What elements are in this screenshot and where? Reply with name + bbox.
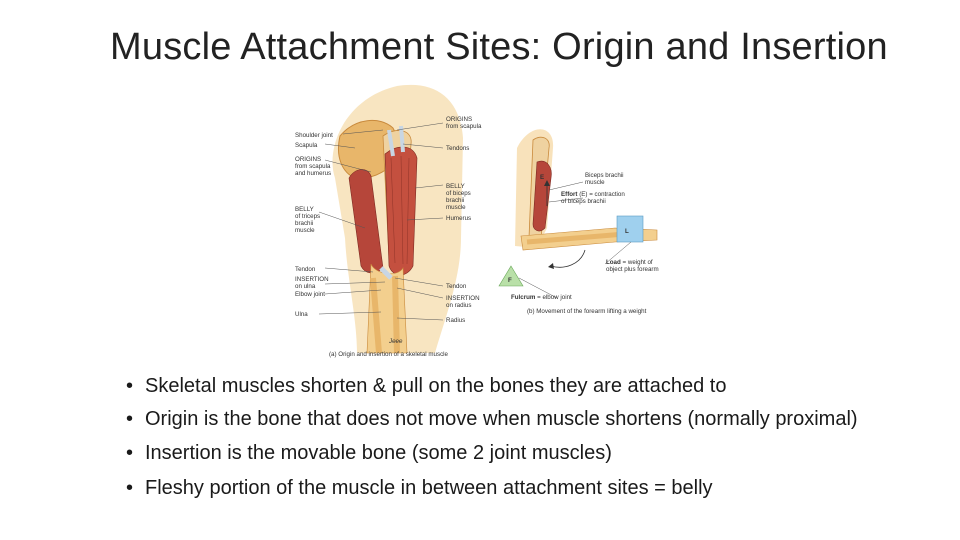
label-fulcrum-bold: Fulcrum: [511, 294, 536, 301]
bullet-item: [126, 476, 926, 500]
slide-title: Muscle Attachment Sites: Origin and Insertion: [110, 26, 888, 68]
label-scapula: Scapula: [295, 142, 318, 149]
label-insertion-ulna-1: INSERTION: [295, 276, 329, 283]
label-origins-right-1: ORIGINS: [446, 116, 473, 123]
label-load-bold: Load: [606, 259, 621, 266]
label-fulcrum-text: = elbow joint: [537, 294, 572, 301]
label-load: [606, 259, 653, 266]
label-shoulder-joint: Shoulder joint: [295, 132, 333, 139]
label-effort-text: (E) = contraction: [579, 191, 625, 198]
bullet-item: [126, 374, 926, 398]
label-insertion-radius-2: on radius: [446, 302, 472, 309]
label-load-2: object plus forearm: [606, 266, 659, 273]
caption-a: (a) Origin and insertion of a skeletal muscle: [329, 351, 448, 358]
label-biceps-brachii-1: Biceps brachii: [585, 172, 624, 179]
label-effort: [561, 191, 625, 198]
bullet-text: Fleshy portion of the muscle in between attachment sites = belly: [145, 477, 713, 499]
bullet-item: [126, 441, 926, 465]
bullet-text: Insertion is the movable bone (some 2 joint muscles): [145, 442, 612, 464]
label-insertion-radius-1: INSERTION: [446, 295, 480, 302]
label-effort-2: of biceps brachii: [561, 198, 606, 205]
label-belly-triceps-4: muscle: [295, 227, 315, 234]
label-insertion-ulna-2: on ulna: [295, 283, 316, 290]
label-belly-biceps-3: brachii: [446, 197, 465, 204]
arm-illustration: [285, 78, 675, 368]
label-belly-triceps-2: of triceps: [295, 213, 321, 220]
label-belly-triceps-1: BELLY: [295, 206, 314, 213]
bullet-glyph: •: [126, 408, 134, 430]
label-tendon-left: Tendon: [295, 266, 316, 273]
marker-load: L: [625, 228, 629, 235]
bullet-text: Origin is the bone that does not move when muscle shortens (normally proximal): [145, 408, 858, 430]
arm-anatomy-figure: [285, 78, 675, 368]
label-belly-biceps-4: muscle: [446, 204, 466, 211]
label-humerus: Humerus: [446, 215, 472, 222]
bullet-text: Skeletal muscles shorten & pull on the bones they are attached to: [145, 375, 727, 397]
marker-fulcrum: F: [508, 277, 512, 284]
label-radius: Radius: [446, 317, 466, 324]
label-effort-bold: Effort: [561, 191, 578, 198]
label-origins-right-2: from scapula: [446, 123, 482, 130]
label-belly-triceps-3: brachii: [295, 220, 314, 227]
bullet-glyph: •: [126, 442, 134, 464]
label-origins-left-1: ORIGINS: [295, 156, 322, 163]
illustrator-signature: Jeee: [389, 338, 403, 345]
label-origins-left-3: and humerus: [295, 170, 332, 177]
label-elbow-joint: Elbow joint: [295, 291, 325, 298]
bullet-list: [126, 374, 926, 509]
label-load-text: = weight of: [622, 259, 653, 266]
bullet-glyph: •: [126, 375, 134, 397]
label-belly-biceps-2: of biceps: [446, 190, 471, 197]
label-biceps-brachii-2: muscle: [585, 179, 605, 186]
label-belly-biceps-1: BELLY: [446, 183, 465, 190]
caption-b: (b) Movement of the forearm lifting a weight: [527, 308, 647, 315]
label-tendon-right: Tendon: [446, 283, 467, 290]
bullet-glyph: •: [126, 477, 134, 499]
label-fulcrum: [511, 294, 572, 301]
marker-effort: E: [540, 174, 545, 181]
label-ulna: Ulna: [295, 311, 308, 318]
label-origins-left-2: from scapula: [295, 163, 331, 170]
bullet-item: [126, 407, 926, 431]
label-tendons: Tendons: [446, 145, 470, 152]
